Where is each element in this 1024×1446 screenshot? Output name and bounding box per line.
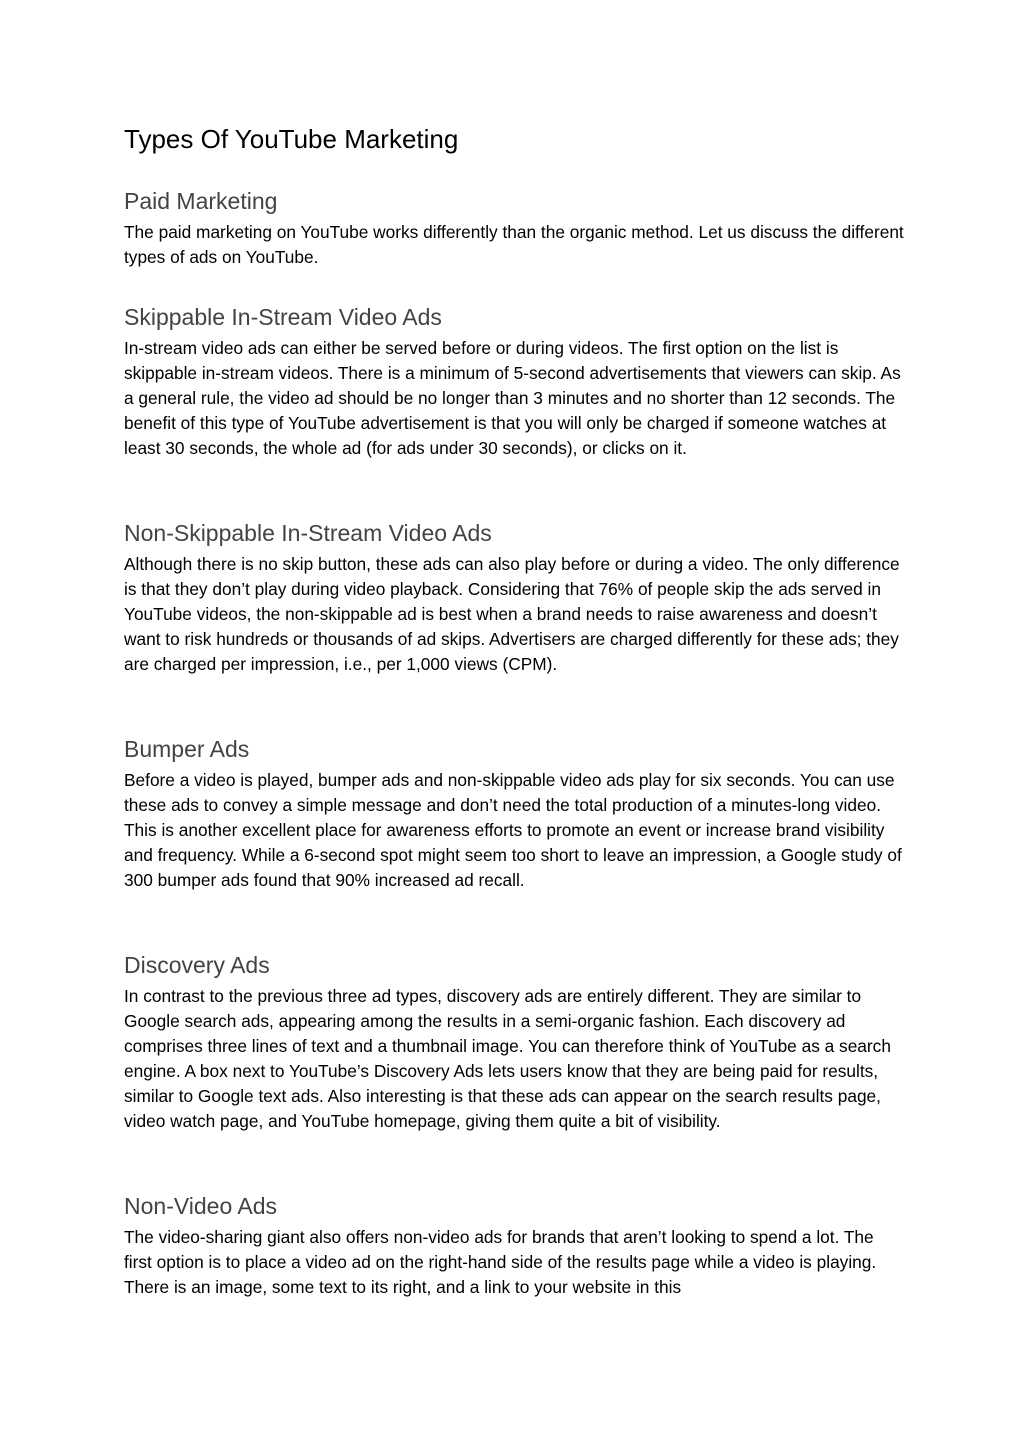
section-paragraph: In contrast to the previous three ad types, discovery ads are entirely different. They are similar to Google search ads, appearing among the results in a semi-organic fashion. Each discovery ad comprises three lines of text and a thumbnail image. You can therefore think of YouTube as a search engine. A box next to YouTube’s Discovery Ads lets users know that they are being paid for results, similar to Google text ads. Also interesting is that these ads can appear on the search results page, video watch page, and YouTube homepage, giving them quite a bit of visibility. (124, 986, 891, 1131)
section-paid-marketing (124, 186, 904, 270)
section-heading: Non-Skippable In-Stream Video Ads (124, 520, 492, 546)
document-title: Types Of YouTube Marketing (124, 124, 459, 154)
section-paragraph: In-stream video ads can either be served before or during videos. The first option on the list is skippable in-stream videos. There is a minimum of 5-second advertisements that viewers can skip. As a general rule, the video ad should be no longer than 3 minutes and no shorter than 12 seconds. The benefit of this type of YouTube advertisement is that you will only be charged if someone watches at least 30 seconds, the whole ad (for ads under 30 seconds), or clicks on it. (124, 338, 901, 458)
section-heading: Discovery Ads (124, 952, 270, 978)
section-non-video-ads (124, 1191, 904, 1300)
section-discovery-ads (124, 950, 904, 1134)
section-heading: Skippable In-Stream Video Ads (124, 304, 442, 330)
section-heading: Non-Video Ads (124, 1193, 278, 1219)
section-skippable-in-stream-video-ads (124, 302, 904, 461)
section-bumper-ads (124, 734, 904, 893)
section-paragraph: The paid marketing on YouTube works differently than the organic method. Let us discuss the different types of ads on YouTube. (124, 222, 904, 267)
section-paragraph: Although there is no skip button, these ads can also play before or during a video. The only difference is that they don’t play during video playback. Considering that 76% of people skip the ads served in YouTube videos, the non-skippable ad is best when a brand needs to raise awareness and doesn’t want to risk hundreds or thousands of ad skips. Advertisers are charged differently for these ads; they are charged per impression, i.e., per 1,000 views (CPM). (124, 554, 900, 674)
section-heading: Bumper Ads (124, 736, 250, 762)
section-heading: Paid Marketing (124, 188, 278, 214)
section-non-skippable-in-stream-video-ads (124, 518, 904, 677)
section-paragraph: Before a video is played, bumper ads and non-skippable video ads play for six seconds. You can use these ads to convey a simple message and don’t need the total production of a minutes-long video. This is another excellent place for awareness efforts to promote an event or increase brand visibility and frequency. While a 6-second spot might seem too short to leave an impression, a Google study of 300 bumper ads found that 90% increased ad recall. (124, 770, 902, 890)
section-paragraph: The video-sharing giant also offers non-video ads for brands that aren’t looking to spend a lot. The first option is to place a video ad on the right-hand side of the results page while a video is playing. There is an image, some text to its right, and a link to your website in this (124, 1227, 877, 1297)
